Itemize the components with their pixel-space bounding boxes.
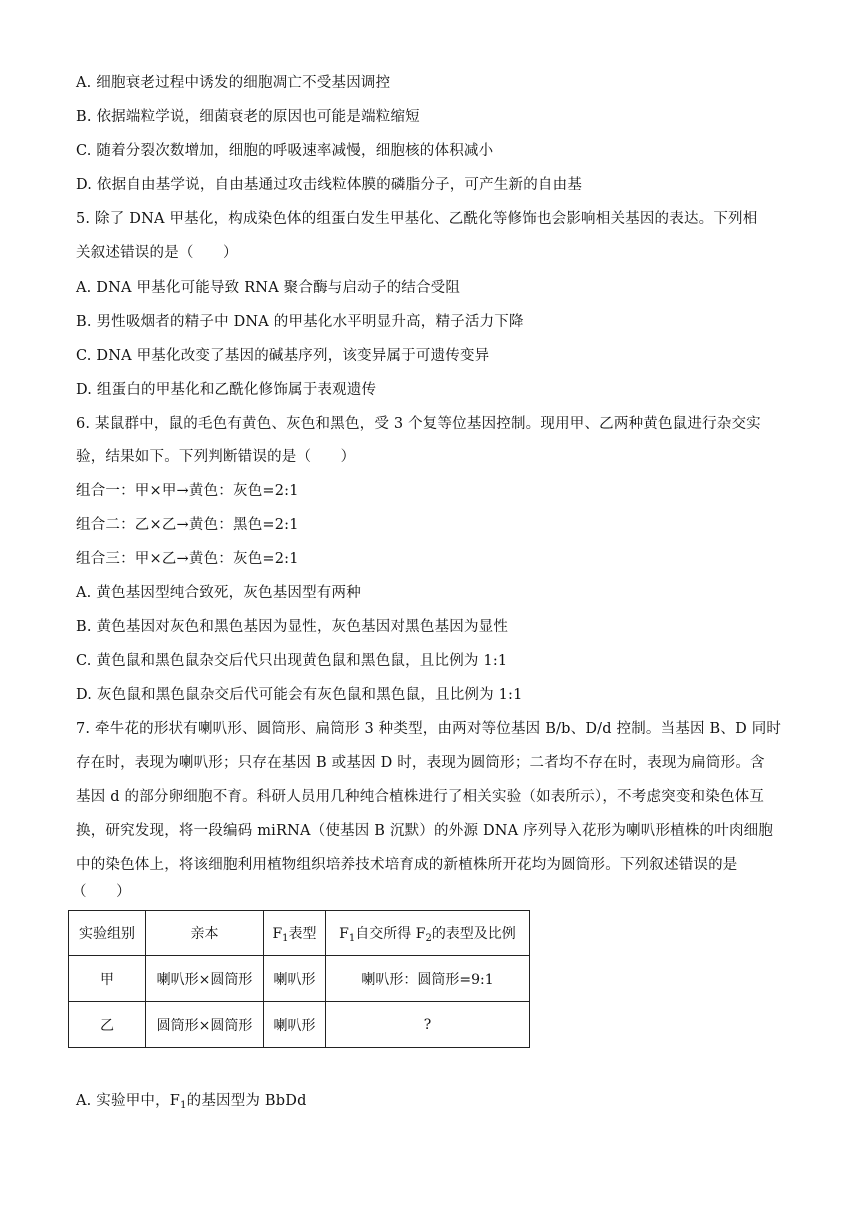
experiment-table (68, 910, 530, 1048)
q6-combo-2: 组合二：乙×乙→黄色：黑色=2:1 (76, 517, 299, 533)
q6-option-d: D. 灰色鼠和黑色鼠杂交后代可能会有灰色鼠和黑色鼠，且比例为 1:1 (76, 687, 523, 703)
q7-stem-line2: 存在时，表现为喇叭形；只存在基因 B 或基因 D 时，表现为圆筒形；二者均不存在时，表现为扁筒形。含 (76, 755, 765, 771)
header-f1-phenotype (264, 911, 326, 956)
q4-option-a: A. 细胞衰老过程中诱发的细胞凋亡不受基因调控 (76, 75, 391, 91)
header-f2-text-c: 的表型及比例 (431, 926, 516, 942)
q6-option-a: A. 黄色基因型纯合致死，灰色基因型有两种 (76, 585, 361, 601)
q7-option-a-subscript: 1 (180, 1100, 187, 1111)
row-jia-group: 甲 (69, 956, 146, 1002)
header-f1-subscript: 1 (282, 933, 289, 944)
header-f1-letter: F (272, 926, 283, 942)
q4-option-c: C. 随着分裂次数增加，细胞的呼吸速率减慢，细胞核的体积减小 (76, 143, 494, 159)
q6-stem-line1: 6. 某鼠群中，鼠的毛色有黄色、灰色和黑色，受 3 个复等位基因控制。现用甲、乙两种黄色鼠进行杂交实 (76, 416, 761, 432)
q7-stem-line4: 换，研究发现，将一段编码 miRNA（使基因 B 沉默）的外源 DNA 序列导入花形为喇叭形植株的叶肉细胞 (76, 823, 774, 839)
q7-option-a (76, 1091, 307, 1113)
q6-option-b: B. 黄色基因对灰色和黑色基因为显性，灰色基因对黑色基因为显性 (76, 619, 509, 635)
row-jia-f1: 喇叭形 (264, 956, 326, 1002)
table-row (69, 956, 530, 1002)
q5-option-d: D. 组蛋白的甲基化和乙酰化修饰属于表观遗传 (76, 382, 377, 398)
q6-option-c: C. 黄色鼠和黑色鼠杂交后代只出现黄色鼠和黑色鼠，且比例为 1:1 (76, 653, 508, 669)
q4-option-d: D. 依据自由基学说，自由基通过攻击线粒体膜的磷脂分子，可产生新的自由基 (76, 177, 583, 193)
q5-option-a: A. DNA 甲基化可能导致 RNA 聚合酶与启动子的结合受阻 (76, 280, 461, 296)
row-jia-parents: 喇叭形×圆筒形 (146, 956, 264, 1002)
row-yi-f1: 喇叭形 (264, 1002, 326, 1048)
header-f2-subscript-b: 2 (425, 933, 432, 944)
q4-option-b: B. 依据端粒学说，细菌衰老的原因也可能是端粒缩短 (76, 109, 420, 125)
header-f2-letter-a: F (339, 926, 349, 942)
q6-stem-line2: 验，结果如下。下列判断错误的是（ ） (76, 449, 356, 465)
q7-stem-line6: （ ） (72, 884, 131, 900)
q7-stem-line5: 中的染色体上，将该细胞利用植物组织培养技术培育成的新植株所开花均为圆筒形。下列叙述错误的是 (76, 857, 738, 873)
q5-option-c: C. DNA 甲基化改变了基因的碱基序列，该变异属于可遗传变异 (76, 348, 490, 364)
header-group: 实验组别 (69, 911, 146, 956)
header-f1-suffix: 表型 (288, 926, 317, 942)
header-f2-text-b: 自交所得 F (355, 926, 426, 942)
q5-option-b: B. 男性吸烟者的精子中 DNA 的甲基化水平明显升高，精子活力下降 (76, 314, 524, 330)
row-yi-parents: 圆筒形×圆筒形 (146, 1002, 264, 1048)
header-f2-subscript-a: 1 (348, 933, 356, 944)
header-f2-phenotype-ratio (326, 911, 530, 956)
q6-combo-1: 组合一：甲×甲→黄色：灰色=2:1 (76, 483, 299, 499)
q7-option-a-post: 的基因型为 BbDd (186, 1093, 307, 1109)
q5-stem-line2: 关叙述错误的是（ ） (76, 245, 238, 261)
table-row (69, 1002, 530, 1048)
q5-stem-line1: 5. 除了 DNA 甲基化，构成染色体的组蛋白发生甲基化、乙酰化等修饰也会影响相关基因的表达。下列相 (76, 211, 758, 227)
row-jia-f2: 喇叭形：圆筒形=9:1 (326, 956, 530, 1002)
header-parents: 亲本 (146, 911, 264, 956)
q6-combo-3: 组合三：甲×乙→黄色：灰色=2:1 (76, 551, 299, 567)
table-header-row (69, 911, 530, 956)
q7-stem-line1: 7. 牵牛花的形状有喇叭形、圆筒形、扁筒形 3 种类型，由两对等位基因 B/b、D/d 控制。当基因 B、D 同时 (76, 721, 782, 737)
row-yi-group: 乙 (69, 1002, 146, 1048)
q7-option-a-pre: A. 实验甲中，F (76, 1093, 181, 1109)
q7-stem-line3: 基因 d 的部分卵细胞不育。科研人员用几种纯合植株进行了相关实验（如表所示），不考虑突变和染色体互 (76, 789, 765, 805)
row-yi-f2: ? (326, 1002, 530, 1048)
